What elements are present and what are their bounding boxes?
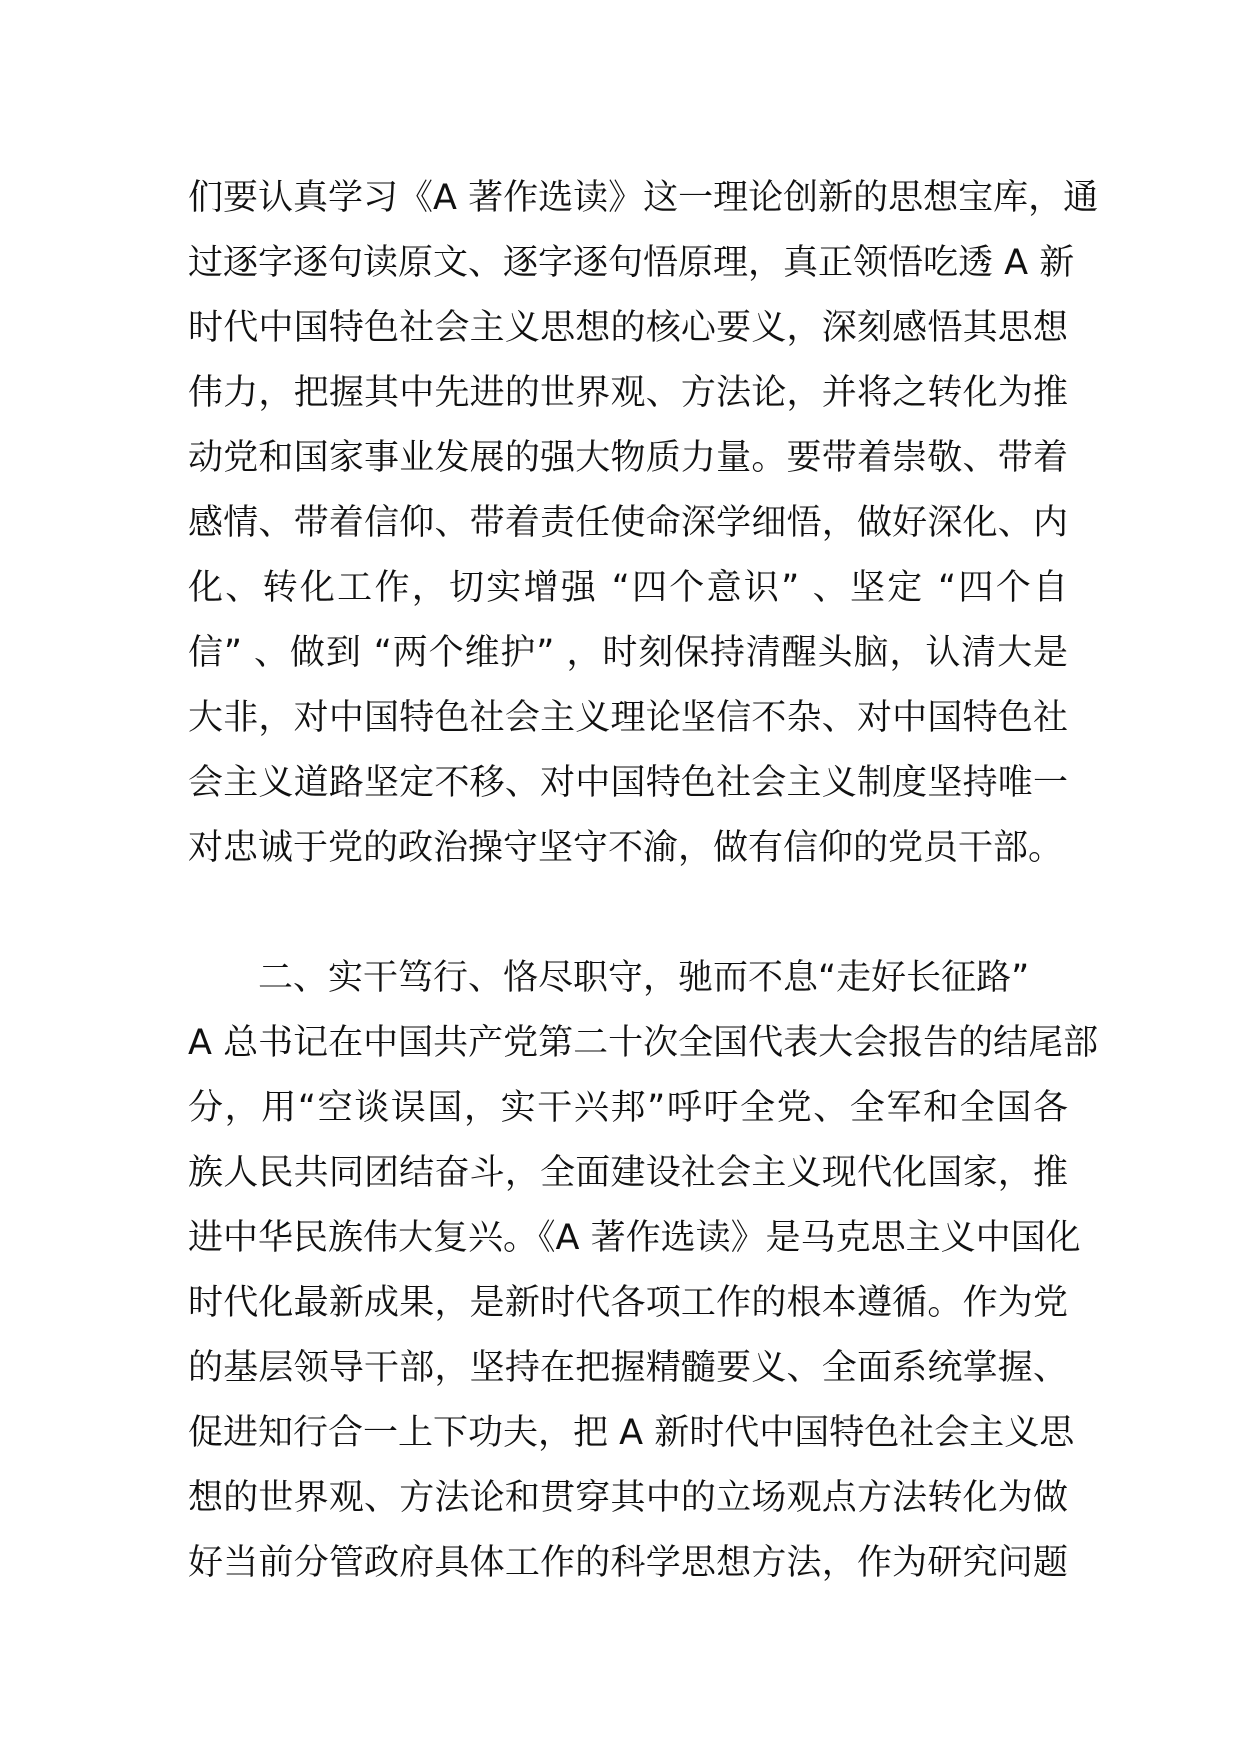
text-line: 想的世界观、方法论和贯穿其中的立场观点方法转化为做 bbox=[188, 1478, 1068, 1518]
text-line: 们要认真学习《A 著作选读》这一理论创新的思想宝库，通 bbox=[188, 178, 1099, 218]
section-heading: 二、实干笃行、恪尽职守，驰而不息“走好长征路” bbox=[258, 958, 1030, 998]
body-paragraph-1 bbox=[188, 166, 1099, 881]
text-line: 好当前分管政府具体工作的科学思想方法，作为研究问题 bbox=[188, 1543, 1068, 1583]
text-line: 族人民共同团结奋斗，全面建设社会主义现代化国家，推 bbox=[188, 1153, 1068, 1193]
text-line: 对忠诚于党的政治操守坚守不渝，做有信仰的党员干部。 bbox=[188, 828, 1064, 868]
text-line: 时代化最新成果，是新时代各项工作的根本遵循。作为党 bbox=[188, 1283, 1068, 1323]
text-line: 进中华民族伟大复兴。《A 著作选读》是马克思主义中国化 bbox=[188, 1218, 1081, 1258]
text-line: 大非，对中国特色社会主义理论坚信不杂、对中国特色社 bbox=[188, 698, 1068, 738]
text-line: 伟力，把握其中先进的世界观、方法论，并将之转化为推 bbox=[188, 373, 1068, 413]
text-line: 信” 、做到 “两个维护” ，时刻保持清醒头脑，认清大是 bbox=[188, 633, 1068, 673]
text-line: 动党和国家事业发展的强大物质力量。要带着崇敬、带着 bbox=[188, 438, 1068, 478]
text-line: 促进知行合一上下功夫，把 A 新时代中国特色社会主义思 bbox=[188, 1413, 1075, 1453]
text-line: 会主义道路坚定不移、对中国特色社会主义制度坚持唯一 bbox=[188, 763, 1068, 803]
body-paragraph-2 bbox=[188, 946, 1099, 1596]
text-line: 分，用“空谈误国，实干兴邦”呼吁全党、全军和全国各 bbox=[188, 1088, 1068, 1128]
text-line: 时代中国特色社会主义思想的核心要义，深刻感悟其思想 bbox=[188, 308, 1068, 348]
text-line: 化、转化工作，切实增强 “四个意识” 、坚定 “四个自 bbox=[188, 568, 1068, 608]
text-line: 感情、带着信仰、带着责任使命深学细悟，做好深化、内 bbox=[188, 503, 1068, 543]
text-line: 过逐字逐句读原文、逐字逐句悟原理，真正领悟吃透 A 新 bbox=[188, 243, 1075, 283]
text-line: A 总书记在中国共产党第二十次全国代表大会报告的结尾部 bbox=[188, 1023, 1099, 1063]
text-line: 的基层领导干部，坚持在把握精髓要义、全面系统掌握、 bbox=[188, 1348, 1068, 1388]
